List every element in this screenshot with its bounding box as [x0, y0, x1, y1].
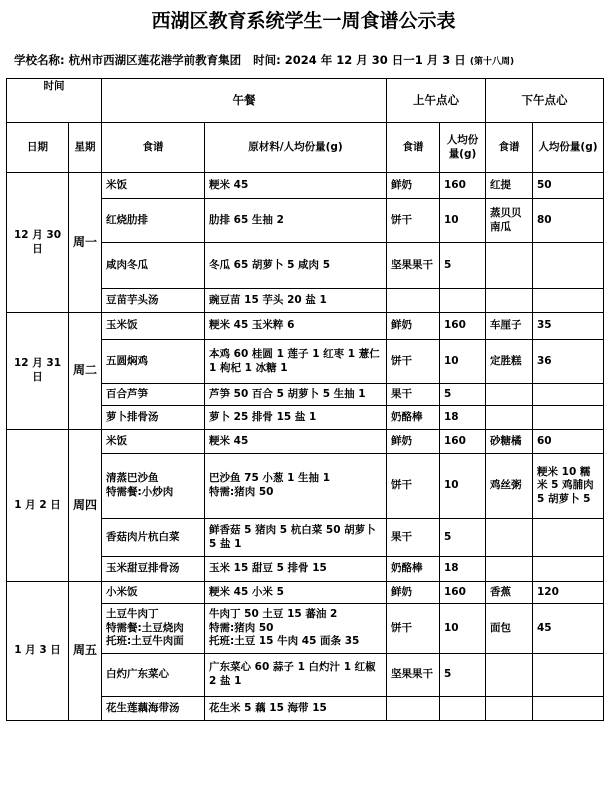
ingredients-cell: [205, 604, 387, 654]
header-weekday: 星期: [69, 123, 102, 173]
am-portion-cell-line: 160: [444, 434, 466, 447]
ingredients-cell: [205, 697, 387, 721]
pm-food-cell: [486, 313, 533, 340]
date-cell: [7, 173, 69, 313]
header-pm-snack: 下午点心: [486, 79, 604, 123]
am-portion-cell-line: 5: [444, 387, 452, 400]
pm-portion-cell: [533, 243, 604, 289]
recipe-cell: [102, 243, 205, 289]
am-portion-cell-line: 10: [444, 354, 459, 367]
am-food-cell: [387, 604, 440, 654]
am-food-cell: [387, 454, 440, 519]
date-cell: [7, 430, 69, 582]
pm-portion-cell: [533, 697, 604, 721]
am-portion-cell: [440, 582, 486, 604]
ingredients-cell-line: 豌豆苗 15 芋头 20 盐 1: [209, 293, 327, 306]
ingredients-cell: [205, 289, 387, 313]
ingredients-cell-line: 粳米 45: [209, 178, 249, 191]
am-portion-cell: [440, 519, 486, 557]
am-food-cell: [387, 519, 440, 557]
am-food-cell: [387, 199, 440, 243]
header-pm-portion: 人均份量(g): [533, 123, 604, 173]
pm-food-cell: [486, 454, 533, 519]
pm-portion-cell-line: 60: [537, 434, 552, 447]
am-portion-cell: [440, 654, 486, 697]
am-food-cell-line: 果干: [391, 530, 412, 543]
am-portion-cell-line: 10: [444, 621, 459, 634]
ingredients-cell: [205, 313, 387, 340]
header-am-snack: 上午点心: [387, 79, 486, 123]
am-food-cell-line: 饼干: [391, 621, 412, 634]
am-portion-cell: [440, 173, 486, 199]
pm-food-cell-line: 定胜糕: [490, 354, 522, 367]
weekday-cell: [69, 430, 102, 582]
pm-portion-cell-line: 50: [537, 178, 552, 191]
am-food-cell-line: 果干: [391, 387, 412, 400]
pm-food-cell: [486, 340, 533, 384]
pm-food-cell-line: 鸡丝粥: [490, 479, 522, 492]
am-portion-cell-line: 5: [444, 258, 452, 271]
pm-portion-cell: [533, 654, 604, 697]
am-food-cell: [387, 173, 440, 199]
am-portion-cell: [440, 243, 486, 289]
recipe-cell-line: 咸肉冬瓜: [106, 258, 148, 271]
pm-food-cell: [486, 243, 533, 289]
header-am-food: 食谱: [387, 123, 440, 173]
date-cell-line: 12 月 31 日: [13, 357, 62, 383]
am-food-cell-line: 饼干: [391, 213, 412, 226]
pm-food-cell: [486, 406, 533, 430]
recipe-cell: [102, 557, 205, 582]
recipe-cell-line: 萝卜排骨汤: [106, 410, 159, 423]
am-portion-cell-line: 160: [444, 319, 466, 332]
pm-portion-cell-line: 80: [537, 213, 552, 226]
pm-food-cell: [486, 519, 533, 557]
recipe-cell-line: 土豆牛肉丁: [106, 608, 159, 621]
header-ingredients: 原材料/人均份量(g): [205, 123, 387, 173]
pm-portion-cell: [533, 406, 604, 430]
recipe-cell: [102, 430, 205, 454]
school-info-line: [14, 52, 604, 68]
pm-portion-cell: [533, 430, 604, 454]
ingredients-cell: [205, 384, 387, 406]
am-food-cell: [387, 289, 440, 313]
recipe-cell-line: 白灼广东菜心: [106, 668, 169, 681]
recipe-cell-line: 豆苗芋头汤: [106, 293, 159, 306]
am-food-cell: [387, 313, 440, 340]
pm-portion-cell-line: 120: [537, 585, 559, 598]
am-portion-cell: [440, 340, 486, 384]
pm-food-cell: [486, 384, 533, 406]
weekly-menu-table: [6, 78, 604, 721]
ingredients-cell-line: 玉米 15 甜豆 5 排骨 15: [209, 562, 327, 575]
pm-portion-cell: [533, 557, 604, 582]
ingredients-cell-line: 特需:猪肉 50: [209, 486, 274, 498]
am-portion-cell-line: 18: [444, 562, 459, 575]
recipe-cell: [102, 313, 205, 340]
pm-portion-cell: [533, 519, 604, 557]
am-food-cell-line: 奶酪棒: [391, 562, 423, 575]
ingredients-cell-line: 鲜香菇 5 猪肉 5 杭白菜 50 胡萝卜 5 盐 1: [209, 523, 376, 550]
pm-portion-cell-line: 45: [537, 621, 552, 634]
pm-portion-cell-line: 35: [537, 319, 552, 332]
ingredients-cell-line: 牛肉丁 50 土豆 15 蕃油 2: [209, 608, 338, 621]
am-food-cell-line: 坚果果干: [391, 668, 433, 681]
recipe-cell-line: 清蒸巴沙鱼: [106, 472, 159, 485]
am-portion-cell: [440, 384, 486, 406]
recipe-cell-line: 花生莲藕海带汤: [106, 701, 180, 714]
recipe-cell: [102, 289, 205, 313]
am-food-cell: [387, 430, 440, 454]
am-food-cell: [387, 384, 440, 406]
header-time: 时间: [7, 79, 102, 123]
am-food-cell-line: 奶酪棒: [391, 410, 423, 423]
recipe-cell: [102, 697, 205, 721]
recipe-cell-line: 红烧肋排: [106, 213, 148, 226]
pm-food-cell: [486, 289, 533, 313]
date-cell: [7, 313, 69, 430]
am-portion-cell: [440, 289, 486, 313]
pm-food-cell: [486, 557, 533, 582]
pm-food-cell: [486, 697, 533, 721]
recipe-cell: [102, 384, 205, 406]
am-portion-cell-line: 5: [444, 530, 452, 543]
recipe-cell: [102, 340, 205, 384]
header-lunch: 午餐: [102, 79, 387, 123]
am-food-cell-line: 饼干: [391, 479, 412, 492]
am-food-cell: [387, 697, 440, 721]
am-food-cell-line: 坚果果干: [391, 258, 433, 271]
date-cell-line: 1 月 2 日: [14, 498, 61, 511]
ingredients-cell: [205, 406, 387, 430]
weekday-cell-line: 周五: [73, 643, 98, 658]
header-recipe: 食谱: [102, 123, 205, 173]
ingredients-cell-line: 托班:土豆 15 牛肉 45 面条 35: [209, 635, 360, 648]
ingredients-cell-line: 特需:猪肉 50: [209, 621, 274, 634]
ingredients-cell: [205, 519, 387, 557]
pm-food-cell: [486, 430, 533, 454]
pm-food-cell-line: 香蕉: [490, 585, 511, 598]
pm-portion-cell: [533, 454, 604, 519]
am-portion-cell-line: 160: [444, 585, 466, 598]
am-food-cell: [387, 340, 440, 384]
pm-food-cell: [486, 654, 533, 697]
recipe-cell-line: 特需餐:小炒肉: [106, 486, 174, 498]
ingredients-cell: [205, 557, 387, 582]
am-portion-cell: [440, 557, 486, 582]
weekday-cell-line: 周一: [73, 234, 98, 249]
am-portion-cell-line: 10: [444, 479, 459, 492]
pm-portion-cell: [533, 582, 604, 604]
ingredients-cell-line: 花生米 5 藕 15 海带 15: [209, 701, 327, 714]
time-value: 2024 年 12 月 30 日一1 月 3 日: [284, 53, 466, 67]
ingredients-cell-line: 萝卜 25 排骨 15 盐 1: [209, 410, 317, 423]
school-label: 学校名称:: [14, 53, 65, 67]
date-cell-line: 1 月 3 日: [14, 644, 61, 657]
pm-food-cell: [486, 199, 533, 243]
recipe-cell: [102, 519, 205, 557]
recipe-cell-line: 百合芦笋: [106, 387, 148, 400]
pm-portion-cell: [533, 340, 604, 384]
pm-food-cell-line: 蒸贝贝南瓜: [490, 206, 522, 233]
ingredients-cell: [205, 654, 387, 697]
am-food-cell: [387, 654, 440, 697]
ingredients-cell: [205, 430, 387, 454]
pm-portion-cell: [533, 384, 604, 406]
recipe-cell: [102, 406, 205, 430]
ingredients-cell-line: 粳米 45 小米 5: [209, 585, 284, 598]
am-food-cell-line: 鲜奶: [391, 319, 412, 332]
header-date: 日期: [7, 123, 69, 173]
am-food-cell: [387, 243, 440, 289]
am-portion-cell-line: 5: [444, 668, 452, 681]
am-portion-cell: [440, 406, 486, 430]
school-name: 杭州市西湖区莲花港学前教育集团: [68, 53, 242, 67]
pm-food-cell-line: 砂糖橘: [490, 434, 522, 447]
recipe-cell: [102, 654, 205, 697]
ingredients-cell: [205, 243, 387, 289]
pm-food-cell: [486, 173, 533, 199]
weekday-cell: [69, 173, 102, 313]
am-food-cell-line: 鲜奶: [391, 434, 412, 447]
am-portion-cell: [440, 454, 486, 519]
ingredients-cell: [205, 340, 387, 384]
am-food-cell: [387, 582, 440, 604]
pm-portion-cell: [533, 313, 604, 340]
ingredients-cell-line: 本鸡 60 桂圆 1 莲子 1 红枣 1 薏仁 1 枸杞 1 冰糖 1: [209, 347, 380, 374]
weekday-cell: [69, 313, 102, 430]
am-food-cell: [387, 557, 440, 582]
ingredients-cell-line: 芦笋 50 百合 5 胡萝卜 5 生抽 1: [209, 387, 366, 400]
pm-food-cell-line: 面包: [490, 621, 511, 634]
recipe-cell-line: 米饭: [106, 434, 127, 447]
ingredients-cell-line: 冬瓜 65 胡萝卜 5 咸肉 5: [209, 258, 331, 271]
am-food-cell-line: 鲜奶: [391, 178, 412, 191]
recipe-cell-line: 小米饭: [106, 585, 138, 598]
recipe-cell: [102, 582, 205, 604]
weekday-cell: [69, 582, 102, 721]
am-portion-cell: [440, 199, 486, 243]
pm-food-cell-line: 车厘子: [490, 319, 522, 332]
pm-portion-cell-line: 粳米 10 糯米 5 鸡脯肉 5 胡萝卜 5: [537, 465, 594, 505]
recipe-cell-line: 米饭: [106, 178, 127, 191]
recipe-cell-line: 玉米饭: [106, 319, 138, 332]
weekday-cell-line: 周二: [73, 363, 98, 378]
pm-portion-cell: [533, 289, 604, 313]
table-row: [7, 173, 604, 199]
ingredients-cell: [205, 173, 387, 199]
recipe-cell: [102, 604, 205, 654]
pm-food-cell-line: 红提: [490, 178, 511, 191]
am-portion-cell-line: 160: [444, 178, 466, 191]
weekday-cell-line: 周四: [73, 497, 98, 512]
am-food-cell-line: 鲜奶: [391, 585, 412, 598]
pm-portion-cell: [533, 173, 604, 199]
pm-food-cell: [486, 604, 533, 654]
recipe-cell-line: 五圆焖鸡: [106, 354, 148, 367]
recipe-cell: [102, 199, 205, 243]
ingredients-cell-line: 广东菜心 60 蒜子 1 白灼汁 1 红椒 2 盐 1: [209, 661, 376, 687]
time-label: 时间:: [253, 53, 281, 67]
recipe-cell: [102, 454, 205, 519]
recipe-cell-line: 香菇肉片杭白菜: [106, 530, 180, 543]
recipe-cell: [102, 173, 205, 199]
header-am-portion: 人均份量(g): [440, 123, 486, 173]
pm-food-cell: [486, 582, 533, 604]
am-portion-cell: [440, 697, 486, 721]
recipe-cell-line: 特需餐:土豆烧肉: [106, 621, 184, 634]
am-portion-cell: [440, 430, 486, 454]
table-row: [7, 582, 604, 604]
am-food-cell: [387, 406, 440, 430]
table-row: [7, 430, 604, 454]
header-pm-food: 食谱: [486, 123, 533, 173]
am-food-cell-line: 饼干: [391, 354, 412, 367]
recipe-cell-line: 玉米甜豆排骨汤: [106, 562, 180, 575]
am-portion-cell: [440, 313, 486, 340]
pm-portion-cell: [533, 199, 604, 243]
ingredients-cell-line: 粳米 45 玉米粹 6: [209, 319, 295, 332]
ingredients-cell: [205, 454, 387, 519]
ingredients-cell-line: 肋排 65 生抽 2: [209, 213, 284, 226]
date-cell-line: 12 月 30 日: [13, 228, 62, 255]
recipe-cell-line: 托班:土豆牛肉面: [106, 635, 184, 648]
am-portion-cell: [440, 604, 486, 654]
ingredients-cell-line: 巴沙鱼 75 小葱 1 生抽 1: [209, 472, 331, 485]
page-title: 西湖区教育系统学生一周食谱公示表: [151, 10, 456, 32]
am-portion-cell-line: 18: [444, 410, 459, 423]
pm-portion-cell: [533, 604, 604, 654]
ingredients-cell: [205, 199, 387, 243]
ingredients-cell-line: 粳米 45: [209, 434, 249, 447]
term-label: (第十八周): [469, 57, 515, 67]
ingredients-cell: [205, 582, 387, 604]
pm-portion-cell-line: 36: [537, 354, 552, 367]
table-row: [7, 313, 604, 340]
am-portion-cell-line: 10: [444, 213, 459, 226]
date-cell: [7, 582, 69, 721]
